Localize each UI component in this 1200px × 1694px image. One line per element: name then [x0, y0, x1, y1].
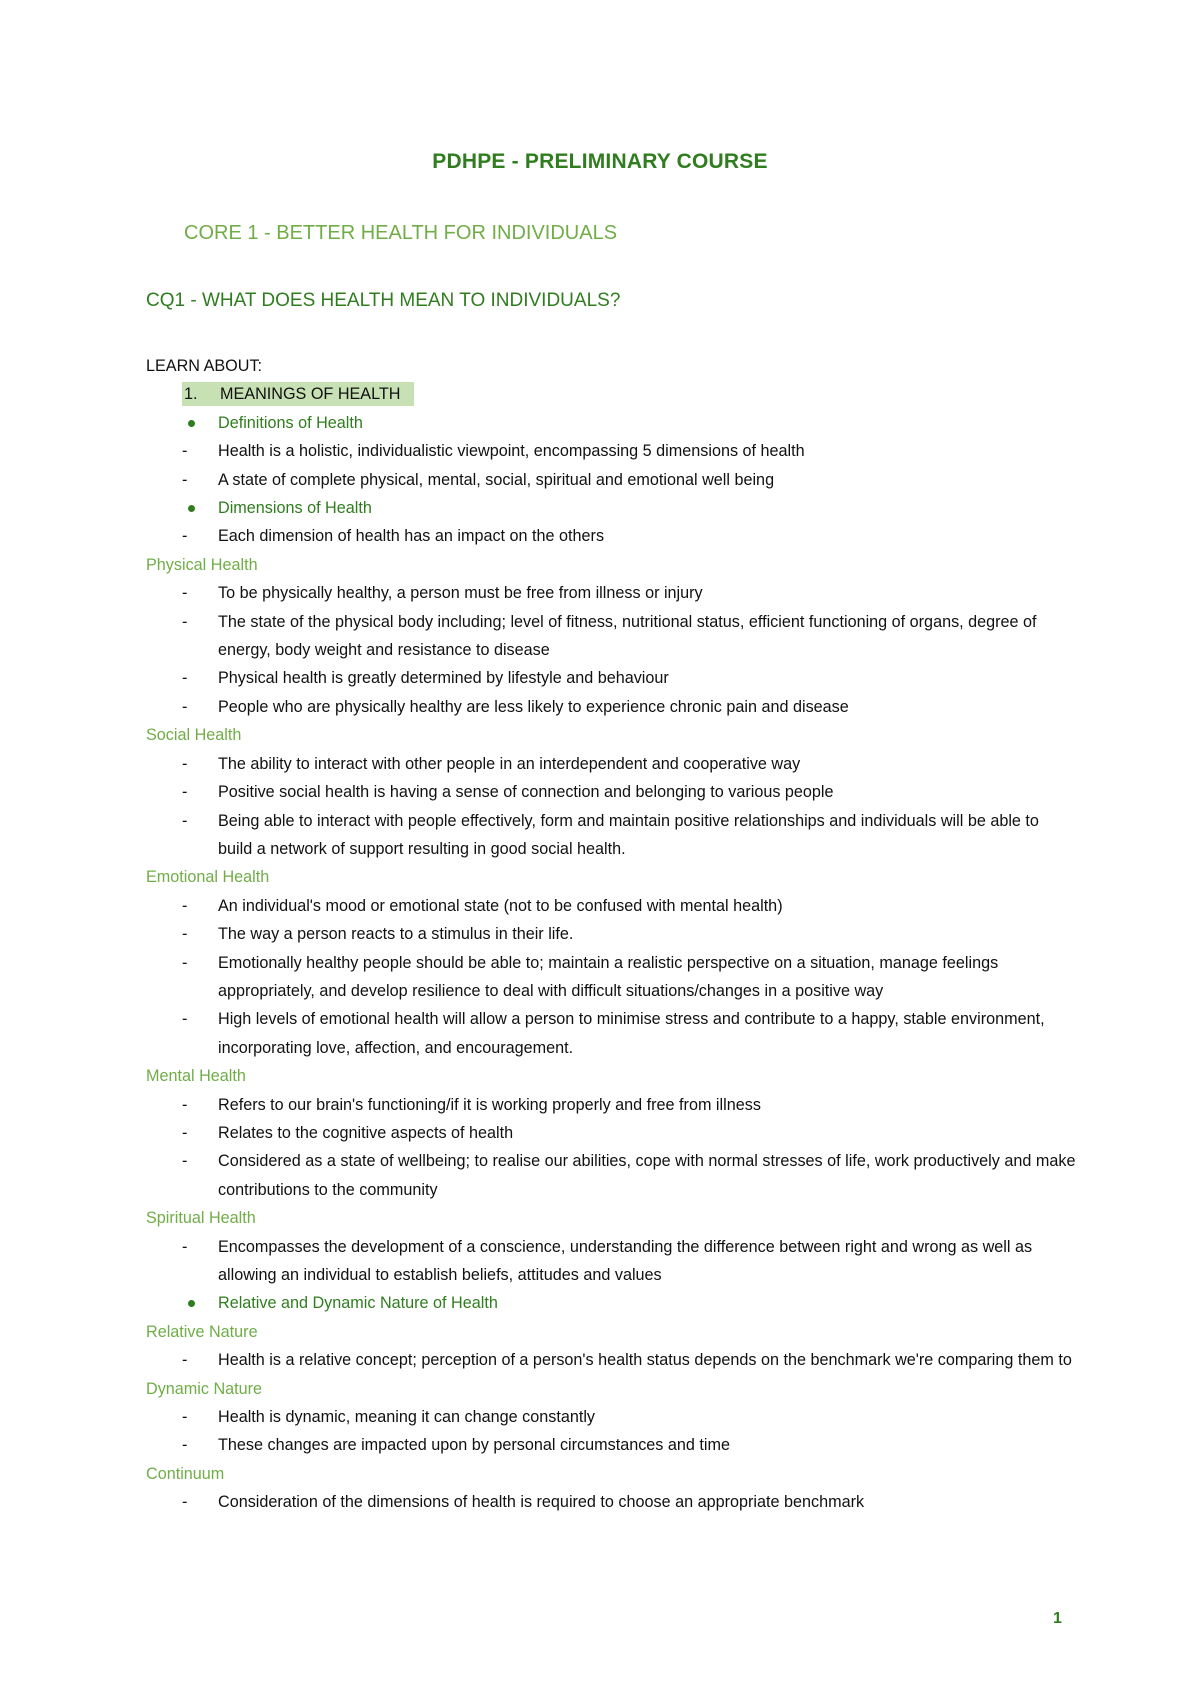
- subheading-label: Relative Nature: [146, 1322, 258, 1341]
- dash-item: [146, 522, 1076, 550]
- notes-body: [146, 352, 1076, 1517]
- dash-text: Health is a relative concept; perception of a person's health status depends on the benchmark we're comparing them to: [218, 1351, 1072, 1370]
- subheading-label: Spiritual Health: [146, 1209, 256, 1228]
- dash-marker: -: [182, 1010, 188, 1029]
- subheading-label: Mental Health: [146, 1067, 246, 1086]
- dash-item: [146, 807, 1076, 864]
- dash-marker: -: [182, 896, 188, 915]
- bullet-label: Definitions of Health: [218, 413, 363, 432]
- dash-marker: -: [182, 925, 188, 944]
- dash-marker: -: [182, 1408, 188, 1427]
- dash-marker: -: [182, 1123, 188, 1142]
- subheading-label: Emotional Health: [146, 868, 270, 887]
- dash-text: Positive social health is having a sense of connection and belonging to various people: [218, 783, 834, 802]
- dash-text: Being able to interact with people effectively, form and maintain positive relationships and individuals will be able to build a network of support resulting in good social health.: [218, 811, 1039, 858]
- dash-marker: -: [182, 754, 188, 773]
- subheading-label: Physical Health: [146, 555, 258, 574]
- bullet-item: [146, 1289, 1076, 1317]
- section-highlight: [182, 382, 414, 406]
- dash-item: [146, 1431, 1076, 1459]
- dash-marker: -: [182, 1351, 188, 1370]
- document-title: PDHPE - PRELIMINARY COURSE: [432, 150, 768, 173]
- dash-item: [146, 1005, 1076, 1062]
- dash-text: People who are physically healthy are less likely to experience chronic pain and disease: [218, 697, 849, 716]
- dash-marker: -: [182, 442, 188, 461]
- dash-item: [146, 949, 1076, 1006]
- dash-item: [146, 892, 1076, 920]
- subheading: [146, 551, 1076, 579]
- dash-text: To be physically healthy, a person must be free from illness or injury: [218, 584, 703, 603]
- dash-text: An individual's mood or emotional state (not to be confused with mental health): [218, 896, 783, 915]
- subheading: [146, 1375, 1076, 1403]
- dash-item: [146, 1091, 1076, 1119]
- subheading-label: Dynamic Nature: [146, 1379, 263, 1398]
- dash-marker: -: [182, 470, 188, 489]
- dash-item: [146, 579, 1076, 607]
- question-heading: CQ1 - WHAT DOES HEALTH MEAN TO INDIVIDUALS?: [146, 290, 621, 311]
- subheading: [146, 1318, 1076, 1346]
- bullet-label: Relative and Dynamic Nature of Health: [218, 1294, 498, 1313]
- bullet-item: [146, 494, 1076, 522]
- dash-text: Physical health is greatly determined by lifestyle and behaviour: [218, 669, 669, 688]
- dash-marker: -: [182, 527, 188, 546]
- subheading: [146, 1062, 1076, 1090]
- dash-marker: -: [182, 783, 188, 802]
- subheading: [146, 1460, 1076, 1488]
- dash-marker: -: [182, 669, 188, 688]
- dash-text: Emotionally healthy people should be able to; maintain a realistic perspective on a situation, manage feelings appropriately, and develop resilience to deal with difficult situations/changes in a positive way: [218, 953, 999, 1000]
- dash-item: [146, 1403, 1076, 1431]
- dash-item: [146, 693, 1076, 721]
- dash-marker: -: [182, 1237, 188, 1256]
- dash-text: Consideration of the dimensions of health is required to choose an appropriate benchmark: [218, 1493, 865, 1512]
- dash-text: Health is a holistic, individualistic viewpoint, encompassing 5 dimensions of health: [218, 442, 805, 461]
- dash-marker: -: [182, 1095, 188, 1114]
- dash-text: High levels of emotional health will allow a person to minimise stress and contribute to a happy, stable environment, incorporating love, affection, and encouragement.: [218, 1010, 1045, 1057]
- dash-item: [146, 750, 1076, 778]
- dash-marker: -: [182, 1493, 188, 1512]
- dash-text: The ability to interact with other people in an interdependent and cooperative way: [218, 754, 801, 773]
- learn-about-label: LEARN ABOUT:: [146, 357, 263, 375]
- dash-item: [146, 1233, 1076, 1290]
- subheading-label: Social Health: [146, 726, 242, 745]
- bullet-dot-icon: [188, 420, 195, 427]
- dash-item: [146, 1488, 1076, 1516]
- bullet-dot-icon: [188, 505, 195, 512]
- dash-marker: -: [182, 612, 188, 631]
- subheading: [146, 1204, 1076, 1232]
- bullet-label: Dimensions of Health: [218, 499, 372, 518]
- dash-text: Encompasses the development of a conscience, understanding the difference between right and wrong as well as allowing an individual to establish beliefs, attitudes and values: [218, 1237, 1033, 1284]
- dash-marker: -: [182, 697, 188, 716]
- dash-text: Relates to the cognitive aspects of health: [218, 1123, 514, 1142]
- subheading: [146, 721, 1076, 749]
- bullet-item: [146, 409, 1076, 437]
- subheading-label: Continuum: [146, 1464, 225, 1483]
- section-heading: [182, 380, 1076, 408]
- dash-text: Each dimension of health has an impact on the others: [218, 527, 605, 546]
- section-title: MEANINGS OF HEALTH: [220, 385, 401, 404]
- dash-marker: -: [182, 584, 188, 603]
- dash-item: [146, 920, 1076, 948]
- bullet-dot-icon: [188, 1300, 195, 1307]
- dash-marker: -: [182, 953, 188, 972]
- dash-item: [146, 466, 1076, 494]
- dash-item: [146, 1147, 1076, 1204]
- dash-item: [146, 437, 1076, 465]
- dash-item: [146, 778, 1076, 806]
- dash-text: Health is dynamic, meaning it can change constantly: [218, 1408, 596, 1427]
- dash-text: Refers to our brain's functioning/if it is working properly and free from illness: [218, 1095, 761, 1114]
- subheading: [146, 863, 1076, 891]
- dash-marker: -: [182, 1436, 188, 1455]
- core-heading: CORE 1 - BETTER HEALTH FOR INDIVIDUALS: [184, 222, 618, 244]
- dash-text: The state of the physical body including; level of fitness, nutritional status, efficient functioning of organs, degree of energy, body weight and resistance to disease: [218, 612, 1037, 660]
- dash-item: [146, 608, 1076, 665]
- dash-item: [146, 1346, 1076, 1374]
- dash-text: A state of complete physical, mental, social, spiritual and emotional well being: [218, 470, 775, 489]
- dash-text: These changes are impacted upon by personal circumstances and time: [218, 1436, 730, 1455]
- page-number: 1: [1053, 1610, 1062, 1627]
- section-number: 1.: [184, 385, 198, 404]
- dash-text: Considered as a state of wellbeing; to realise our abilities, cope with normal stresses of life, work productively and make contributions to the community: [218, 1152, 1076, 1199]
- dash-marker: -: [182, 811, 188, 830]
- dash-item: [146, 664, 1076, 692]
- dash-item: [146, 1119, 1076, 1147]
- dash-text: The way a person reacts to a stimulus in their life.: [218, 925, 574, 944]
- dash-marker: -: [182, 1152, 188, 1171]
